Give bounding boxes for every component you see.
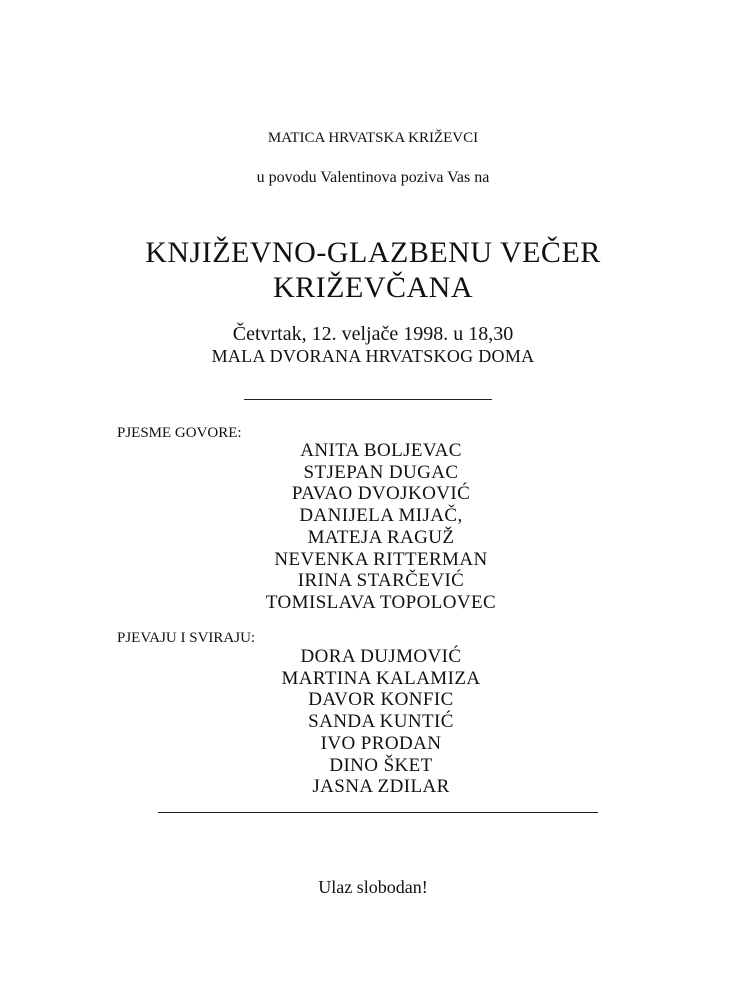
list-item: JASNA ZDILAR [312,776,450,798]
divider-top [244,399,492,400]
list-item: ANITA BOLJEVAC [300,440,462,461]
section-label-poems: PJESME GOVORE: [117,425,242,441]
list-item: STJEPAN DUGAC [303,461,459,483]
list-item: IVO PRODAN [320,732,442,754]
list-item: DINO ŠKET [329,754,433,776]
list-item: DAVOR KONFIC [308,689,454,711]
list-item: IRINA STARČEVIĆ [297,570,465,592]
list-item: DORA DUJMOVIĆ [300,646,462,667]
list-item: NEVENKA RITTERMAN [274,548,488,570]
event-venue: MALA DVORANA HRVATSKOG DOMA [211,346,535,366]
divider-bottom [158,812,598,813]
list-item: PAVAO DVOJKOVIĆ [291,483,471,505]
event-date-time: Četvrtak, 12. veljače 1998. u 18,30 [232,323,514,345]
list-item: MATEJA RAGUŽ [307,526,455,548]
list-item: SANDA KUNTIĆ [308,711,454,733]
section-label-music: PJEVAJU I SVIRAJU: [117,630,256,646]
admission-note: Ulaz slobodan! [318,877,428,897]
organization-name: MATICA HRVATSKA KRIŽEVCI [267,130,479,146]
list-item: MARTINA KALAMIZA [281,667,481,689]
event-title-line-2: KRIŽEVČANA [273,271,473,304]
musicians-list [0,646,746,798]
readers-list [0,440,746,614]
event-title-line-1: KNJIŽEVNO-GLAZBENU VEČER [145,236,601,269]
intro-line: u povodu Valentinova poziva Vas na [256,169,490,186]
list-item: TOMISLAVA TOPOLOVEC [265,591,497,613]
list-item: DANIJELA MIJAČ, [299,505,463,527]
